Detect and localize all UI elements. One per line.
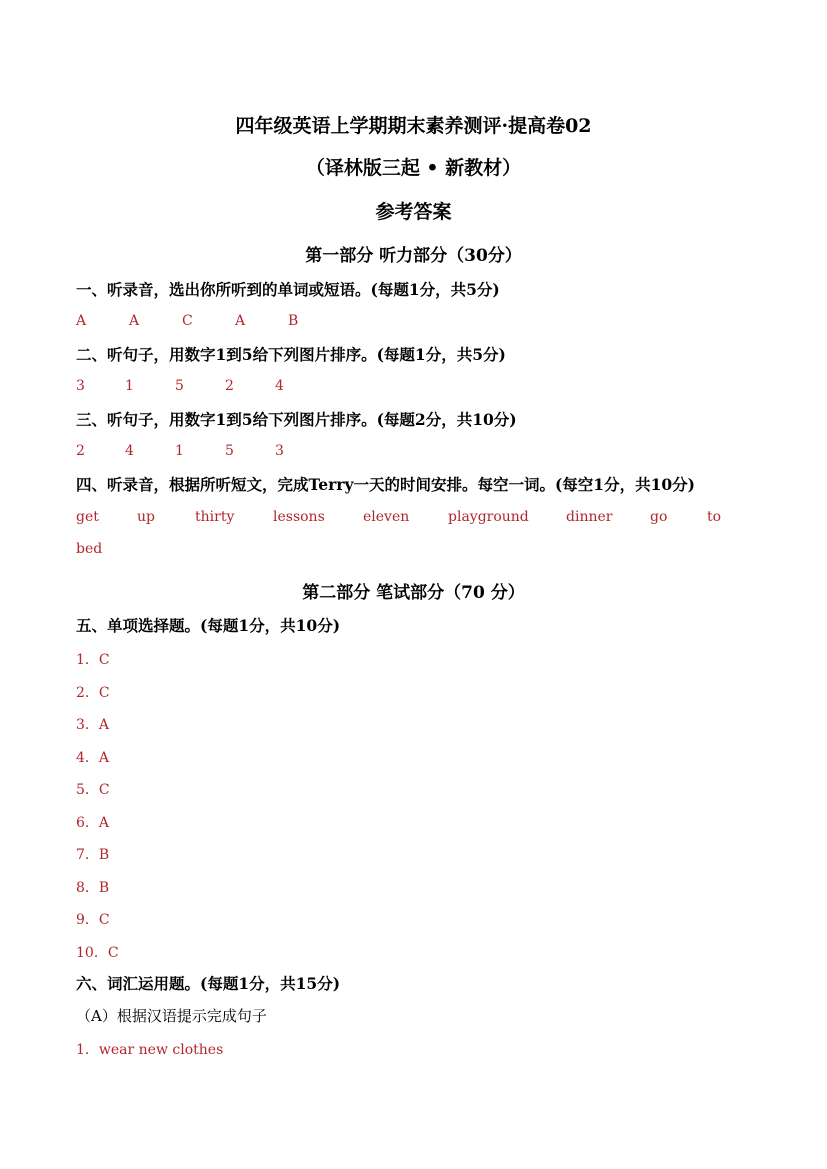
q2-answer: 2	[225, 378, 234, 394]
q3-answer: 5	[225, 443, 234, 459]
q5-answer: 3．A	[76, 717, 110, 733]
q4-answer: dinner	[566, 509, 613, 525]
q4-answer: to	[707, 509, 722, 525]
q4-answer: bed	[76, 541, 103, 557]
q4-answer: thirty	[195, 509, 235, 525]
q3-answer: 3	[275, 443, 284, 459]
q5-instruction: 五、单项选择题。(每题1分，共10分)	[76, 616, 341, 635]
q4-answer: get	[76, 509, 99, 525]
part2-heading: 第二部分 笔试部分（70 分）	[302, 583, 525, 603]
q5-answer: 5．C	[76, 782, 110, 798]
q1-answer: A	[76, 313, 87, 329]
document-title: 四年级英语上学期期末素养测评·提高卷02	[235, 115, 592, 137]
q1-answer: A	[129, 313, 140, 329]
part1-heading: 第一部分 听力部分（30分）	[305, 246, 522, 266]
q4-instruction: 四、听录音，根据所听短文，完成Terry一天的时间安排。每空一词。(每空1分，共10分)	[76, 475, 695, 494]
q2-answer: 1	[125, 378, 134, 394]
q4-answer: eleven	[363, 509, 410, 525]
q5-answer: 7．B	[76, 847, 110, 863]
q5-answer: 2．C	[76, 685, 110, 701]
q5-answer: 10．C	[76, 945, 119, 961]
q1-instruction: 一、听录音，选出你所听到的单词或短语。(每题1分，共5分)	[76, 280, 500, 299]
q3-instruction: 三、听句子，用数字1到5给下列图片排序。(每题2分，共10分)	[76, 410, 517, 429]
q4-answer: go	[650, 509, 668, 525]
q3-answer: 4	[125, 443, 134, 459]
q5-answer: 9．C	[76, 912, 110, 928]
q6-answer: 1．wear new clothes	[76, 1042, 224, 1058]
q5-answer: 6．A	[76, 815, 110, 831]
q2-answer: 3	[76, 378, 85, 394]
q2-answer: 4	[275, 378, 284, 394]
q5-answer: 4．A	[76, 750, 110, 766]
q1-answer: C	[182, 313, 193, 329]
answer-key-label: 参考答案	[375, 201, 452, 223]
q3-answer: 2	[76, 443, 85, 459]
q4-answer: lessons	[273, 509, 325, 525]
q6-instruction: 六、词汇运用题。(每题1分，共15分)	[76, 974, 341, 993]
q2-answer: 5	[175, 378, 184, 394]
q1-answer: B	[288, 313, 299, 329]
q3-answer: 1	[175, 443, 184, 459]
q5-answer: 8．B	[76, 880, 110, 896]
document-subtitle: （译林版三起 • 新教材）	[305, 157, 522, 179]
q4-answer: up	[137, 509, 155, 525]
q5-answer: 1．C	[76, 652, 110, 668]
q4-answer: playground	[448, 509, 529, 525]
q2-instruction: 二、听句子，用数字1到5给下列图片排序。(每题1分，共5分)	[76, 345, 506, 364]
q1-answer: A	[235, 313, 246, 329]
q6-subtitle: （A）根据汉语提示完成句子	[76, 1007, 267, 1025]
